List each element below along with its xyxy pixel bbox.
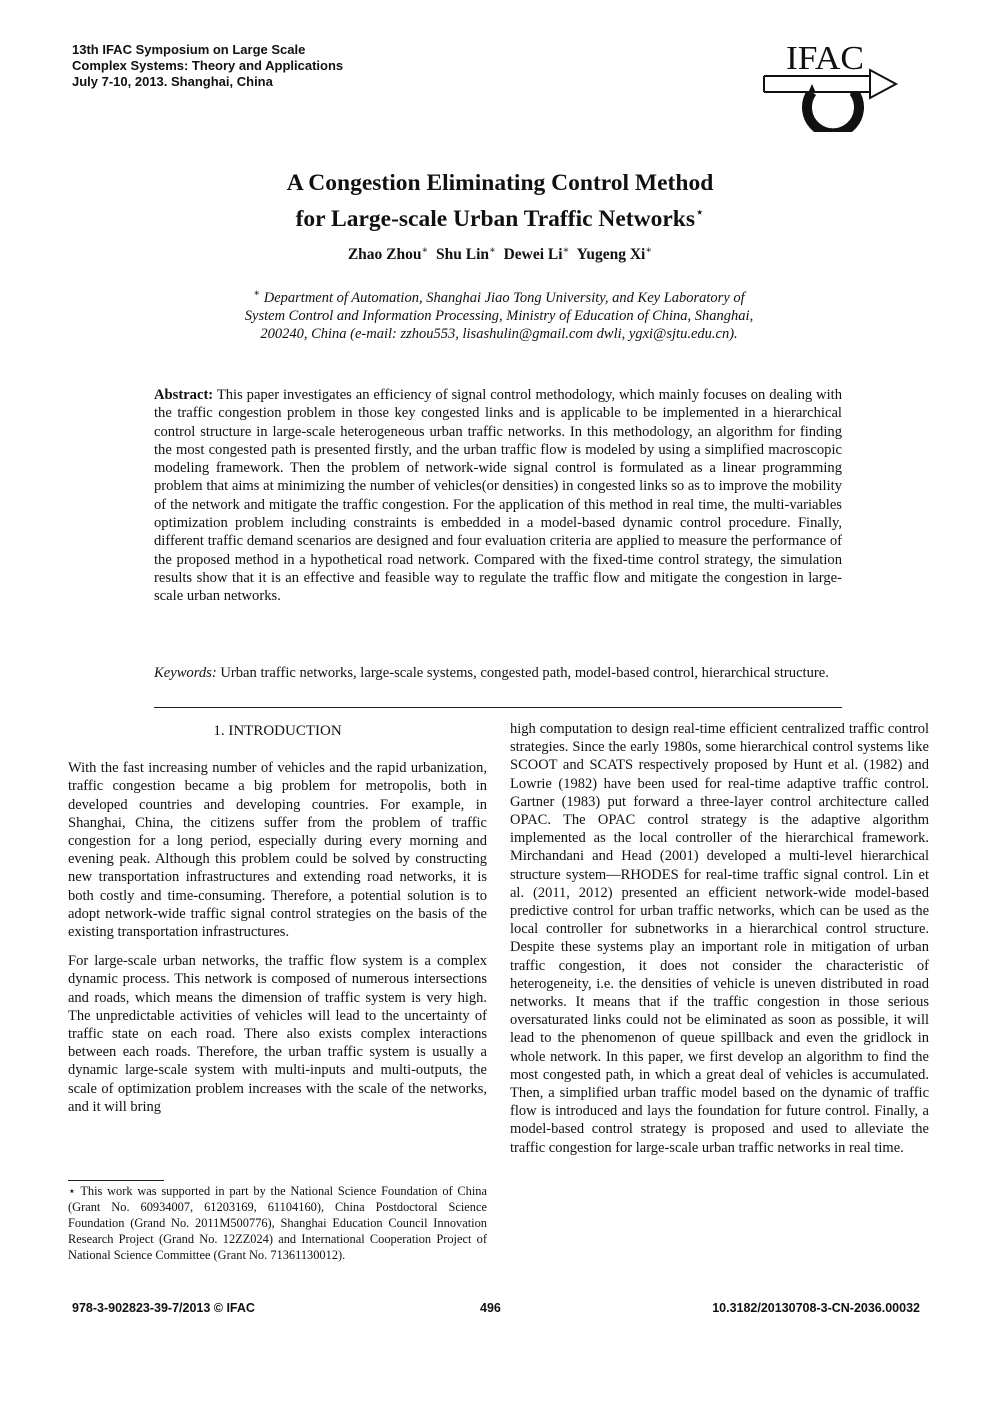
- intro-paragraph-2: For large-scale urban networks, the traffic flow system is a complex dynamic process. This network is composed of numerous intersections and roads, which means the dimension of traffic system is very high. The unpredictable activities of vehicles will lead to the uncertainty of traffic state on each road. There also exists complex interactions between each roads. Therefore, the urban traffic system is usually a dynamic large-scale system with multi-inputs and multi-outputs, the scale of optimization problem increases with the scale of the networks, and it will bring: [68, 953, 487, 1115]
- footnote-star: ⋆: [68, 1184, 76, 1198]
- paper-title-line2: for Large-scale Urban Traffic Networks: [295, 205, 696, 232]
- section-heading-introduction: 1. INTRODUCTION: [213, 723, 342, 739]
- paper-title-line1: A Congestion Eliminating Control Method: [286, 170, 714, 196]
- author-name: Zhao Zhou: [347, 246, 422, 264]
- conference-header-line2: Complex Systems: Theory and Applications: [72, 58, 344, 73]
- ifac-logo: [760, 36, 900, 132]
- right-column: [510, 720, 929, 1157]
- footnote-text: This work was supported in part by the National Science Foundation of China (Grant No. 60934007, 61203169, 61104160), China Postdoctoral Science Foundation (Grand No. 2011M500776), Shanghai Education Council Innovation Research Project (Grand No. 12ZZ024) and International Cooperation Project of National Science Committee (Grant No. 71361130012).: [68, 1184, 488, 1262]
- intro-paragraph-3: high computation to design real-time efficient centralized traffic control strategies. Since the early 1980s, some hierarchical control systems like SCOOT and SCATS respectively proposed by Hunt et al. (1982) and Lowrie (1982) have been used for real-time adaptive traffic control. Gartner (1983) put forward a three-layer control architecture called OPAC. The OPAC control strategy is the adaptive algorithm implemented as the local controller of the hierarchical framework. Mirchandani and Head (2001) developed a multi-level hierarchical structure system—RHODES for real-time traffic signal control. Lin et al. (2011, 2012) presented an efficient network-wide model-based predictive control for urban traffic networks, which can be used as the local controller for subnetworks in a hierarchical control structure. Despite these systems play an important role in mitigation of urban traffic congestion, it does not consider the characteristic of heterogeneity, i.e. the densities of vehicle is uneven distributed in road networks. It means that if the traffic congestion in those serious oversaturated links could not be eliminated as soon as possible, it will lead to the phenomenon of queue spillback and even the gridlock in whole network. In this paper, we first develop an algorithm to find the most congested path, in which a great deal of vehicles is accumulated. Then, a simplified urban traffic model based on the dynamic of traffic flow is introduced and lays the foundation for future control. Finally, a model-based control strategy is proposed and used to alleviate the traffic congestion for large-scale urban traffic networks in real time.: [510, 721, 929, 1156]
- author-name: Dewei Li: [503, 246, 563, 264]
- author-name: Shu Lin: [436, 246, 490, 264]
- affiliation: [232, 285, 766, 343]
- keywords-label: Keywords:: [154, 665, 217, 681]
- abstract-label: Abstract:: [154, 387, 214, 403]
- keywords-text: Urban traffic networks, large-scale systems, congested path, model-based control, hierarchical structure.: [220, 665, 829, 681]
- author-mark: ∗: [421, 245, 429, 256]
- conference-header: [72, 42, 343, 90]
- intro-paragraph-1: With the fast increasing number of vehicles and the rapid urbanization, traffic congestion became a big problem for metropolis, both in developed countries and developing countries. For example, in Shanghai, China, the citizens suffer from the problem of traffic congestion for a long period, especially during every morning and evening peak. Although this problem could be solved by constructing new transportation infrastructures and extending road networks, it is both costly and time-consuming. Therefore, a potential solution is to adopt network-wide traffic signal control strategies on the basis of the existing transportation infrastructures.: [68, 760, 487, 941]
- footer-isbn: 978-3-902823-39-7/2013 © IFAC: [72, 1301, 255, 1315]
- title-footnote-star: ⋆: [695, 205, 705, 221]
- funding-footnote: [68, 1183, 487, 1263]
- left-column: [68, 720, 487, 1116]
- conference-header-line3: July 7-10, 2013. Shanghai, China: [72, 74, 273, 89]
- author-mark: ∗: [562, 245, 570, 256]
- affiliation-mark: ∗: [253, 288, 261, 299]
- abstract-divider: [154, 707, 842, 708]
- paper-title: [150, 168, 850, 234]
- author-mark: ∗: [645, 245, 653, 256]
- abstract: [154, 386, 842, 606]
- ifac-logo-text: IFAC: [786, 40, 864, 77]
- abstract-text: This paper investigates an efficiency of signal control methodology, which mainly focuses on dealing with the traffic congestion problem in those key congested links and is applicable to be implemented in a hierarchical control structure in large-scale heterogeneous urban traffic networks. In this methodology, an algorithm for finding the most congested path is presented firstly, and the urban traffic flow is modeled by using a simplified macroscopic modeling framework. Then the problem of network-wide signal control is formulated as a linear programming problem that aims at minimizing the number of vehicles(or densities) in congested links so as to improve the mobility of the network and mitigate the traffic congestion. For the application of this method in real time, the multi-variables optimization problem including constraints is embedded in a model-based dynamic control procedure. Finally, different traffic demand scenarios are designed and four evaluation criteria are applied to measure the performance of the proposed method in a hypothetical road network. Compared with the fixed-time control strategy, the simulation results show that it is an effective and feasible way to regulate the traffic flow and mitigate the congestion in large-scale urban networks.: [154, 387, 842, 605]
- author-list: [150, 245, 850, 264]
- affiliation-text: Department of Automation, Shanghai Jiao Tong University, and Key Laboratory of System Control and Information Processing, Ministry of Education of China, Shanghai, 200240, China (e-mail: zzhou553, lisashulin@gmail.com dwli, ygxi@sjtu.edu.cn).: [244, 289, 754, 342]
- keywords: [154, 664, 842, 682]
- conference-header-line1: 13th IFAC Symposium on Large Scale: [72, 42, 306, 57]
- footer-doi: 10.3182/20130708-3-CN-2036.00032: [712, 1301, 920, 1315]
- author-name: Yugeng Xi: [576, 246, 646, 264]
- footnote-divider: [68, 1180, 164, 1181]
- footer-page-number: 496: [480, 1301, 501, 1315]
- author-mark: ∗: [489, 245, 496, 256]
